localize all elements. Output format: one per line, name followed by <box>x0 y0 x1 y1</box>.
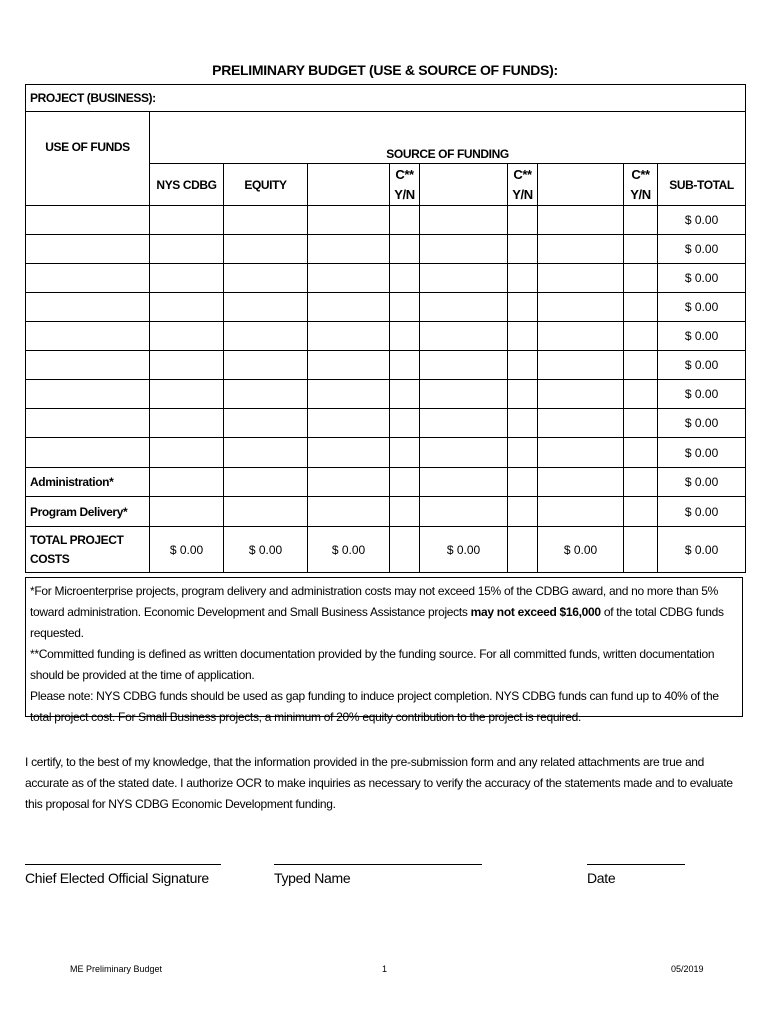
budget-cell[interactable] <box>420 497 508 527</box>
committed-yn-header-1 <box>390 164 420 206</box>
budget-cell[interactable] <box>308 409 390 438</box>
use-of-funds-cell[interactable] <box>26 409 150 438</box>
administration-label: Administration* <box>26 468 150 497</box>
yn-label: Y/N <box>394 186 415 202</box>
budget-cell[interactable] <box>508 380 538 409</box>
source4-name-field[interactable] <box>420 164 508 206</box>
budget-cell[interactable] <box>538 293 624 322</box>
budget-cell[interactable] <box>150 322 224 351</box>
total-label-line1: TOTAL PROJECT <box>30 532 124 547</box>
budget-cell[interactable] <box>624 322 658 351</box>
budget-cell[interactable] <box>624 380 658 409</box>
budget-cell[interactable] <box>538 264 624 293</box>
budget-cell[interactable] <box>508 497 538 527</box>
total-label-line2: COSTS <box>30 551 70 566</box>
budget-cell[interactable] <box>308 264 390 293</box>
budget-cell[interactable] <box>508 206 538 235</box>
committed-yn-header-3 <box>624 164 658 206</box>
budget-cell[interactable] <box>538 206 624 235</box>
committed-yn-header-2 <box>508 164 538 206</box>
budget-cell[interactable] <box>224 409 308 438</box>
note-admin-costs-a: *For Microenterprise projects, program delivery and administration costs may not exceed 15% of the CDBG award, and no more than 5% toward administration. Economic Development and Small Business Assistance projects <box>30 584 719 619</box>
row-subtotal: $ 0.00 <box>658 322 746 351</box>
typed-name-label: Typed Name <box>274 870 351 886</box>
budget-cell[interactable] <box>538 438 624 468</box>
note-committed-funding: **Committed funding is defined as written documentation provided by the funding source. For all committed funds, written documentation should be provided at the time of application. <box>30 647 715 682</box>
yn-label: Y/N <box>512 186 533 202</box>
budget-cell[interactable] <box>624 293 658 322</box>
budget-row <box>26 351 746 380</box>
budget-cell[interactable] <box>390 206 420 235</box>
yn-label: Y/N <box>630 186 651 202</box>
budget-cell[interactable] <box>538 351 624 380</box>
use-of-funds-header: USE OF FUNDS <box>26 112 150 206</box>
budget-cell[interactable] <box>538 235 624 264</box>
budget-cell[interactable] <box>224 264 308 293</box>
budget-cell[interactable] <box>390 235 420 264</box>
program-delivery-subtotal: $ 0.00 <box>658 497 746 527</box>
budget-cell[interactable] <box>420 468 508 497</box>
budget-cell[interactable] <box>390 438 420 468</box>
note-admin-costs-bold: may not exceed $16,000 <box>470 605 601 619</box>
form-title: PRELIMINARY BUDGET (USE & SOURCE OF FUNDS): <box>212 62 558 78</box>
footer-form-name: ME Preliminary Budget <box>70 964 163 974</box>
budget-cell[interactable] <box>538 409 624 438</box>
budget-cell[interactable] <box>150 438 224 468</box>
budget-cell[interactable] <box>508 264 538 293</box>
use-of-funds-cell[interactable] <box>26 380 150 409</box>
budget-cell[interactable] <box>538 322 624 351</box>
use-of-funds-cell[interactable] <box>26 235 150 264</box>
total-yn-cell[interactable] <box>624 527 658 573</box>
use-of-funds-cell[interactable] <box>26 322 150 351</box>
source3-name-field[interactable] <box>308 164 390 206</box>
budget-cell[interactable] <box>224 206 308 235</box>
budget-row <box>26 206 746 235</box>
budget-cell[interactable] <box>624 264 658 293</box>
row-subtotal: $ 0.00 <box>658 438 746 468</box>
budget-cell[interactable] <box>420 322 508 351</box>
budget-row <box>26 409 746 438</box>
budget-cell[interactable] <box>624 497 658 527</box>
budget-cell[interactable] <box>538 380 624 409</box>
typed-name-line[interactable] <box>274 864 482 865</box>
budget-cell[interactable] <box>420 264 508 293</box>
use-of-funds-cell[interactable] <box>26 438 150 468</box>
budget-cell[interactable] <box>624 468 658 497</box>
budget-cell[interactable] <box>224 235 308 264</box>
use-of-funds-cell[interactable] <box>26 206 150 235</box>
row-subtotal: $ 0.00 <box>658 380 746 409</box>
committed-label: C** <box>395 166 414 182</box>
footer-page-number: 1 <box>382 964 388 974</box>
budget-cell[interactable] <box>508 438 538 468</box>
budget-cell[interactable] <box>420 438 508 468</box>
use-of-funds-cell[interactable] <box>26 264 150 293</box>
budget-cell[interactable] <box>390 468 420 497</box>
budget-row <box>26 322 746 351</box>
total-project-costs-label <box>26 527 150 573</box>
budget-row <box>26 438 746 468</box>
budget-cell[interactable] <box>390 351 420 380</box>
total-yn-cell[interactable] <box>508 527 538 573</box>
budget-cell[interactable] <box>308 380 390 409</box>
use-of-funds-cell[interactable] <box>26 293 150 322</box>
budget-cell[interactable] <box>420 409 508 438</box>
total-subtotal: $ 0.00 <box>658 527 746 573</box>
budget-cell[interactable] <box>624 351 658 380</box>
budget-cell[interactable] <box>624 438 658 468</box>
budget-cell[interactable] <box>390 293 420 322</box>
budget-cell[interactable] <box>420 206 508 235</box>
budget-cell[interactable] <box>150 468 224 497</box>
notes-box <box>25 577 743 724</box>
equity-column-header: EQUITY <box>224 164 308 206</box>
budget-cell[interactable] <box>150 380 224 409</box>
budget-cell[interactable] <box>420 380 508 409</box>
budget-cell[interactable] <box>508 409 538 438</box>
budget-row <box>26 264 746 293</box>
administration-subtotal: $ 0.00 <box>658 468 746 497</box>
date-label: Date <box>587 870 616 886</box>
nys-cdbg-column-header: NYS CDBG <box>150 164 224 206</box>
total-source3: $ 0.00 <box>308 527 390 573</box>
budget-cell[interactable] <box>308 438 390 468</box>
budget-cell[interactable] <box>538 497 624 527</box>
budget-row <box>26 293 746 322</box>
total-nys-cdbg: $ 0.00 <box>150 527 224 573</box>
budget-cell[interactable] <box>390 322 420 351</box>
budget-cell[interactable] <box>224 438 308 468</box>
budget-cell[interactable] <box>308 351 390 380</box>
budget-cell[interactable] <box>390 380 420 409</box>
budget-cell[interactable] <box>624 235 658 264</box>
budget-cell[interactable] <box>624 206 658 235</box>
budget-cell[interactable] <box>308 468 390 497</box>
total-source5: $ 0.00 <box>538 527 624 573</box>
budget-cell[interactable] <box>224 322 308 351</box>
source-of-funding-header: SOURCE OF FUNDING <box>150 112 746 164</box>
subtotal-column-header: SUB-TOTAL <box>658 164 746 206</box>
row-subtotal: $ 0.00 <box>658 264 746 293</box>
official-signature-label: Chief Elected Official Signature <box>25 870 209 886</box>
budget-cell[interactable] <box>308 497 390 527</box>
total-yn-cell[interactable] <box>390 527 420 573</box>
budget-cell[interactable] <box>508 293 538 322</box>
budget-cell[interactable] <box>150 206 224 235</box>
source5-name-field[interactable] <box>538 164 624 206</box>
official-signature-line[interactable] <box>25 864 221 865</box>
budget-cell[interactable] <box>390 497 420 527</box>
committed-label: C** <box>513 166 532 182</box>
budget-cell[interactable] <box>420 235 508 264</box>
row-subtotal: $ 0.00 <box>658 206 746 235</box>
budget-cell[interactable] <box>538 468 624 497</box>
note-admin-costs <box>30 581 738 644</box>
budget-cell[interactable] <box>308 293 390 322</box>
budget-cell[interactable] <box>150 235 224 264</box>
budget-cell[interactable] <box>150 264 224 293</box>
budget-cell[interactable] <box>624 409 658 438</box>
budget-cell[interactable] <box>390 409 420 438</box>
budget-cell[interactable] <box>308 322 390 351</box>
budget-cell[interactable] <box>150 497 224 527</box>
total-equity: $ 0.00 <box>224 527 308 573</box>
footer-date: 05/2019 <box>671 964 704 974</box>
budget-cell[interactable] <box>508 468 538 497</box>
budget-cell[interactable] <box>150 409 224 438</box>
row-subtotal: $ 0.00 <box>658 293 746 322</box>
program-delivery-label: Program Delivery* <box>26 497 150 527</box>
budget-cell[interactable] <box>390 264 420 293</box>
note-gap-funding: Please note: NYS CDBG funds should be used as gap funding to induce project completion. NYS CDBG funds can fund up to 40% of the total project cost. For Small Business projects, a minimum of 20% equity contribution to the project is required. <box>30 689 719 724</box>
budget-cell[interactable] <box>508 235 538 264</box>
budget-cell[interactable] <box>508 351 538 380</box>
budget-cell[interactable] <box>224 293 308 322</box>
row-subtotal: $ 0.00 <box>658 235 746 264</box>
total-source4: $ 0.00 <box>420 527 508 573</box>
budget-table <box>25 84 746 573</box>
budget-cell[interactable] <box>224 468 308 497</box>
budget-cell[interactable] <box>224 351 308 380</box>
budget-cell[interactable] <box>150 351 224 380</box>
note-admin-costs-b: of the total CDBG funds requested. <box>30 605 724 640</box>
budget-cell[interactable] <box>420 293 508 322</box>
budget-cell[interactable] <box>224 380 308 409</box>
certification-text: I certify, to the best of my knowledge, that the information provided in the pre-submission form and any related attachments are true and accurate as of the stated date. I authorize OCR to make inquiries as necessary to verify the accuracy of the statements made and to evaluate this proposal for NYS CDBG Economic Development funding. <box>25 755 733 811</box>
budget-cell[interactable] <box>308 235 390 264</box>
row-subtotal: $ 0.00 <box>658 409 746 438</box>
budget-cell[interactable] <box>308 206 390 235</box>
budget-row <box>26 235 746 264</box>
date-line[interactable] <box>587 864 685 865</box>
budget-row <box>26 380 746 409</box>
budget-cell[interactable] <box>420 351 508 380</box>
committed-label: C** <box>631 166 650 182</box>
row-subtotal: $ 0.00 <box>658 351 746 380</box>
project-business-field[interactable]: PROJECT (BUSINESS): <box>26 85 746 112</box>
budget-cell[interactable] <box>150 293 224 322</box>
budget-cell[interactable] <box>508 322 538 351</box>
use-of-funds-cell[interactable] <box>26 351 150 380</box>
budget-cell[interactable] <box>224 497 308 527</box>
